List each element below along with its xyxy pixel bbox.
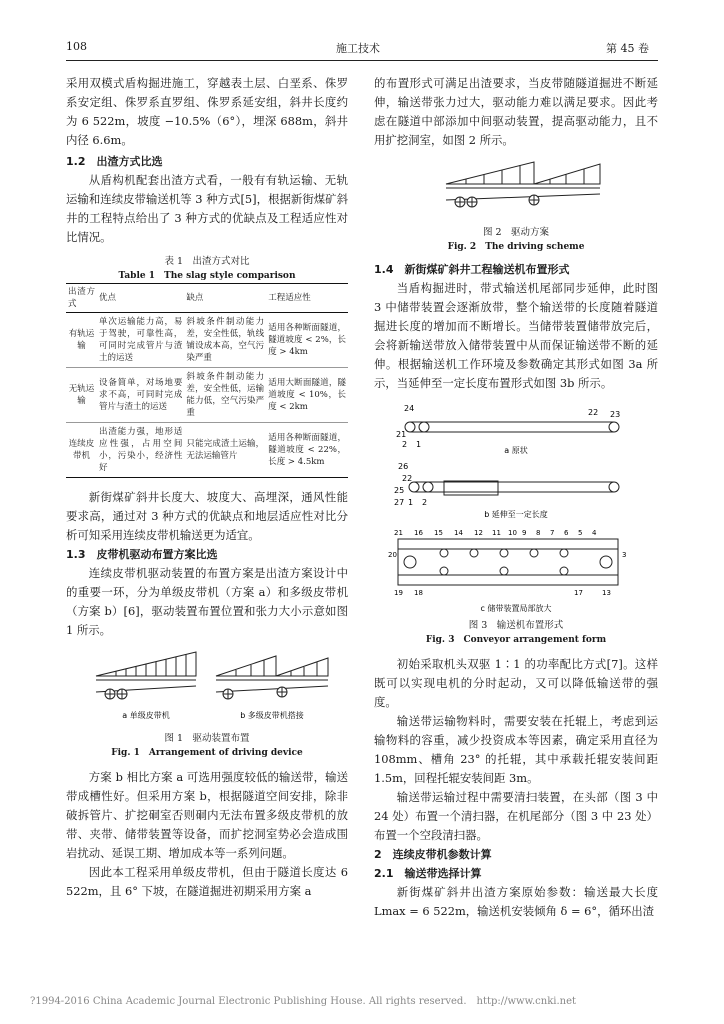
fig3-label: 3: [622, 551, 627, 559]
fig3-label: 7: [550, 529, 555, 537]
copyright-footer: ?1994-2016 China Academic Journal Electronic Publishing House. All rights reserved. http://www.cnki.net: [30, 996, 577, 1007]
left-paragraph-6: 因此本工程采用单级皮带机，但由于隧道长度达 6 522m，且 6° 下坡，在隧道掘进初期采用方案 a: [66, 865, 348, 898]
figure-3-caption-en: Fig. 3 Conveyor arrangement form: [425, 635, 607, 645]
right-column: [374, 74, 658, 921]
fig3a-original: [396, 404, 620, 455]
fig3-label: 9: [522, 529, 527, 537]
left-paragraph-2: 从盾构机配套出渣方式看，一般有有轨运输、无轨运输和连续皮带输送机等 3 种方式[5]，根据新街煤矿斜井的工程特点给出了 3 种方式的优缺点及工程适应性对比情况。: [66, 173, 348, 244]
figure-2-caption-en: Fig. 2 The driving scheme: [447, 242, 585, 252]
fig3-label: 24: [404, 404, 415, 413]
fig3-subcaption-b: b 延伸至一定长度: [484, 510, 548, 519]
fig3c-storage-detail: [388, 529, 626, 613]
fig3-label: 2: [402, 440, 408, 449]
right-paragraph-6: 新街煤矿斜井出渣方案原始参数：输送最大长度 Lmax = 6 522m，输送机安装倾角 δ = 6°，循环出渣: [374, 885, 658, 918]
section-1-4-heading: 1.4 新街煤矿斜井工程输送机布置形式: [374, 263, 570, 276]
fig3-label: 4: [592, 529, 597, 537]
right-paragraph-1: 的布置形式可满足出渣要求，当皮带随隧道掘进不断延伸，输送带张力过大，驱动能力难以满足要求。因此考虑在隧道中部添加中间驱动装置，提高驱动能力，且不用扩挖洞室，如图 2 所示。: [374, 76, 658, 147]
fig3-label: 14: [454, 529, 463, 537]
right-paragraph-2: 当盾构掘进时，带式输送机尾部同步延伸，此时图 3 中储带装置会逐渐放带，整个输送带的长度随着隧道掘进长度的增加而不断增长。当储带装置储带放完后，会将新输送带放入储带装置中从而保证输送带不断的延伸。根据输送机工作环境及参数确定其形式如图 3a 所示，当延伸至一定长度布置形式如图 3b 所示。: [374, 281, 658, 390]
table-row: [66, 368, 348, 423]
figure-3-diagram: [374, 397, 658, 619]
fig3-label: 2: [422, 498, 428, 507]
table-header: 缺点: [184, 284, 266, 313]
journal-name: 施工技术: [336, 42, 380, 55]
right-paragraph-3: 初始采取机头双驱 1∶1 的功率配比方式[7]。这样既可以实现电机的分时起动，又可以降低输送带的强度。: [374, 657, 658, 709]
table-cell: 有轨运输: [66, 313, 97, 368]
fig3-subcaption-c: c 储带装置局部放大: [480, 604, 552, 613]
table-1-caption-cn: 表 1 出渣方式对比: [164, 256, 250, 267]
table-cell: 出渣能力强，地形适应性强，占用空间小，污染小，经济性好: [97, 423, 184, 478]
fig3-label: 6: [564, 529, 569, 537]
fig3-label: 15: [434, 529, 443, 537]
fig3-subcaption-a: a 原状: [504, 446, 528, 455]
fig1a-tension-wedge: [96, 652, 196, 676]
table-cell: 设备简单，对场地要求不高，可同时完成管片与渣土的运送: [97, 368, 184, 423]
section-2-heading: 2 连续皮带机参数计算: [374, 848, 492, 861]
volume: 第 45 卷: [606, 42, 649, 55]
fig3-label: 10: [508, 529, 517, 537]
table-row: [66, 313, 348, 368]
fig3-label: 16: [414, 529, 423, 537]
left-paragraph-5: 方案 b 相比方案 a 可选用强度较低的输送带，输送带成槽性好。但采用方案 b，根据隧道空间安排，除非破拆管片、扩挖硐室否则硐内无法布置多级皮带机的放带、夹带、储带装置等设备，而扩挖洞室势必会造成围岩扰动、延误工期、增加成本等一系列问题。: [66, 770, 348, 860]
table-header: 优点: [97, 284, 184, 313]
fig3-label: 5: [578, 529, 583, 537]
left-paragraph-4: 连续皮带机驱动装置的布置方案是出渣方案设计中的重要一环，分为单级皮带机（方案 a）和多级皮带机（方案 b）[6]，驱动装置布置位置和张力大小示意如图 1 所示。: [66, 566, 348, 637]
figure-2-diagram: [374, 154, 658, 226]
fig3-label: 20: [388, 551, 397, 559]
figure-1-caption-en: Fig. 1 Arrangement of driving device: [111, 748, 303, 758]
section-2-1-heading: 2.1 输送带选择计算: [374, 867, 482, 880]
table-header: 工程适应性: [266, 284, 348, 313]
fig3b-extended: [394, 462, 619, 519]
table-cell: 单次运输能力高，易于驾驶，可靠性高，可同时完成管片与渣土的运送: [97, 313, 184, 368]
fig3-label: 1: [416, 440, 422, 449]
fig3-label: 26: [398, 462, 409, 471]
figure-2-caption-cn: 图 2 驱动方案: [482, 227, 550, 238]
fig1-subcaption-a: a 单级皮带机: [122, 711, 170, 720]
table-cell: 适用大断面隧道，隧道坡度 < 10%，长度 < 2km: [266, 368, 348, 423]
section-1-2-heading: 1.2 出渣方式比选: [66, 155, 163, 168]
fig1b-belt: [216, 680, 328, 699]
table-cell: 只能完成渣土运输，无法运输管片: [184, 423, 266, 478]
table-cell: 连续皮带机: [66, 423, 97, 478]
left-paragraph-1: 采用双模式盾构掘进施工，穿越表土层、白垩系、侏罗系安定组、侏罗系直罗组、侏罗系延安组，斜井长度约为 6 522m，坡度 −10.5%（6°），埋深 688m，斜井内径 6.6m。: [66, 76, 348, 147]
table-cell: 适用各种断面隧道，隧道坡度 < 22%，长度 > 4.5km: [266, 423, 348, 478]
fig3-label: 23: [610, 410, 621, 419]
fig3-label: 12: [474, 529, 483, 537]
table-cell: 适用各种断面隧道，隧道坡度 < 2%，长度 > 4km: [266, 313, 348, 368]
fig3-label: 27: [394, 498, 405, 507]
fig3-label: 8: [536, 529, 541, 537]
fig3-label: 25: [394, 486, 405, 495]
page-number: 108: [66, 40, 87, 53]
fig3-label: 17: [574, 589, 583, 597]
fig3-label: 21: [396, 430, 407, 439]
fig3-label: 11: [492, 529, 501, 537]
fig3-label: 1: [408, 498, 414, 507]
fig3-label: 21: [394, 529, 403, 537]
fig1-subcaption-b: b 多级皮带机搭接: [240, 711, 304, 720]
table-cell: 无轨运输: [66, 368, 97, 423]
fig1b-tension-wedges: [216, 656, 328, 676]
figure-3-caption-cn: 图 3 输送机布置形式: [468, 620, 564, 631]
header-rule: [66, 60, 658, 61]
left-column: [66, 74, 348, 901]
table-1-caption-en: Table 1 The slag style comparison: [118, 271, 296, 281]
table-cell: 斜坡条件制动能力差，安全性低，轨线铺设成本高，空气污染严重: [184, 313, 266, 368]
right-paragraph-4: 输送带运输物料时，需要安装在托辊上，考虑到运输物料的容重，减少投资成本等因素，确定采用直径为 108mm、槽角 23° 的托辊，其中承载托辊安装间距 1.5m，回程托辊安装间距 3m。: [374, 714, 658, 785]
fig3-label: 19: [394, 589, 403, 597]
table-row: [66, 423, 348, 478]
fig1a-belt: [96, 680, 196, 699]
left-paragraph-3: 新街煤矿斜井长度大、坡度大、高埋深，通风性能要求高，通过对 3 种方式的优缺点和地层适应性对比分析可知采用连续皮带机输送更为适宜。: [66, 490, 348, 542]
fig3-label: 22: [402, 474, 413, 483]
table-cell: 斜坡条件制动能力差，安全性低，运输能力低，空气污染严重: [184, 368, 266, 423]
fig3-label: 18: [414, 589, 423, 597]
figure-1-caption-cn: 图 1 驱动装置布置: [164, 733, 250, 744]
fig3-label: 22: [588, 408, 599, 417]
fig3-label: 13: [602, 589, 611, 597]
section-1-3-heading: 1.3 皮带机驱动布置方案比选: [66, 548, 218, 561]
right-paragraph-5: 输送带运输过程中需要清扫装置，在头部（图 3 中 24 处）布置一个清扫器，在机尾部分（图 3 中 23 处）布置一个空段清扫器。: [374, 790, 658, 842]
table-header: 出渣方式: [66, 284, 97, 313]
figure-1-diagram: [66, 646, 348, 732]
slag-comparison-table: [66, 283, 348, 478]
